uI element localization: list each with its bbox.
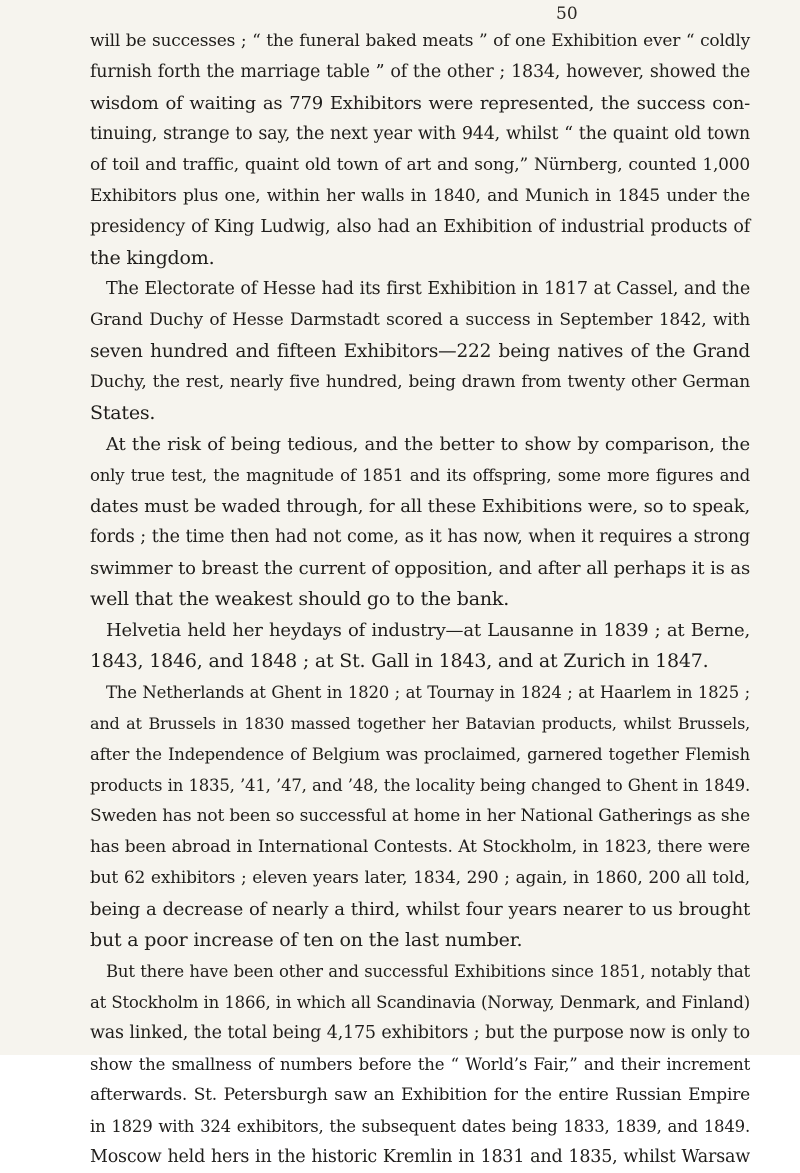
text-line: dates must be waded through, for all these Exhibitions were, so to speak, bbox=[90, 496, 750, 517]
text-line: The Netherlands at Ghent in 1820 ; at Tournay in 1824 ; at Haarlem in 1825 ; bbox=[106, 683, 750, 702]
text-line: products in 1835, ’41, ’47, and ’48, the locality being changed to Ghent in 1849. bbox=[90, 776, 750, 795]
text-line: Grand Duchy of Hesse Darmstadt scored a success in September 1842, with bbox=[90, 310, 750, 330]
text-line: in 1829 with 324 exhibitors, the subsequent dates being 1833, 1839, and 1849. bbox=[90, 1117, 750, 1136]
text-line: But there have been other and successful Exhibitions since 1851, notably that bbox=[106, 962, 750, 981]
text-line: Exhibitors plus one, within her walls in 1840, and Munich in 1845 under the bbox=[90, 186, 750, 206]
text-line: only true test, the magnitude of 1851 and its offspring, some more figures and bbox=[90, 466, 750, 485]
text-line: the kingdom. bbox=[90, 247, 215, 269]
text-line: The Electorate of Hesse had its first Exhibition in 1817 at Cassel, and the bbox=[106, 279, 750, 299]
text-line: wisdom of waiting as 779 Exhibitors were represented, the success con- bbox=[90, 93, 750, 114]
text-line: At the risk of being tedious, and the better to show by comparison, the bbox=[106, 434, 750, 455]
body-text bbox=[90, 26, 750, 1173]
text-line: Helvetia held her heydays of industry—at Lausanne in 1839 ; at Berne, bbox=[106, 620, 750, 641]
text-line: Duchy, the rest, nearly five hundred, being drawn from twenty other German bbox=[90, 372, 750, 392]
text-line: States. bbox=[90, 402, 156, 424]
text-line: but a poor increase of ten on the last number. bbox=[90, 929, 523, 951]
text-line: was linked, the total being 4,175 exhibitors ; but the purpose now is only to bbox=[90, 1023, 750, 1043]
text-line: of toil and traffic, quaint old town of art and song,” Nürnberg, counted 1,000 bbox=[90, 155, 750, 175]
text-line: show the smallness of numbers before the “ World’s Fair,” and their increment bbox=[90, 1055, 750, 1074]
text-line: will be successes ; “ the funeral baked meats ” of one Exhibition ever “ coldly bbox=[90, 31, 750, 51]
text-line: presidency of King Ludwig, also had an Exhibition of industrial products of bbox=[90, 217, 750, 237]
text-line: Sweden has not been so successful at home in her National Gatherings as she bbox=[90, 806, 750, 826]
page-number: 50 bbox=[556, 4, 578, 24]
text-line: afterwards. St. Petersburgh saw an Exhibition for the entire Russian Empire bbox=[90, 1085, 750, 1105]
text-line: at Stockholm in 1866, in which all Scandinavia (Norway, Denmark, and Finland) bbox=[90, 993, 750, 1012]
text-line: has been abroad in International Contests. At Stockholm, in 1823, there were bbox=[90, 837, 750, 857]
text-line: furnish forth the marriage table ” of the other ; 1834, however, showed the bbox=[90, 62, 750, 82]
text-line: tinuing, strange to say, the next year with 944, whilst “ the quaint old town bbox=[90, 124, 750, 144]
text-line: and at Brussels in 1830 massed together her Batavian products, whilst Brussels, bbox=[90, 714, 750, 733]
text-line: fords ; the time then had not come, as it has now, when it requires a strong bbox=[90, 527, 750, 547]
text-line: 1843, 1846, and 1848 ; at St. Gall in 1843, and at Zurich in 1847. bbox=[90, 650, 709, 672]
text-line: seven hundred and fifteen Exhibitors—222 being natives of the Grand bbox=[90, 341, 750, 362]
text-line: swimmer to breast the current of opposition, and after all perhaps it is as bbox=[90, 558, 750, 579]
text-line: Moscow held hers in the historic Kremlin in 1831 and 1835, whilst Warsaw bbox=[90, 1147, 750, 1167]
text-line: but 62 exhibitors ; eleven years later, 1834, 290 ; again, in 1860, 200 all told, bbox=[90, 868, 750, 888]
text-line: well that the weakest should go to the bank. bbox=[90, 588, 510, 610]
text-line: after the Independence of Belgium was proclaimed, garnered together Flemish bbox=[90, 745, 750, 764]
text-line: being a decrease of nearly a third, whilst four years nearer to us brought bbox=[90, 899, 750, 920]
